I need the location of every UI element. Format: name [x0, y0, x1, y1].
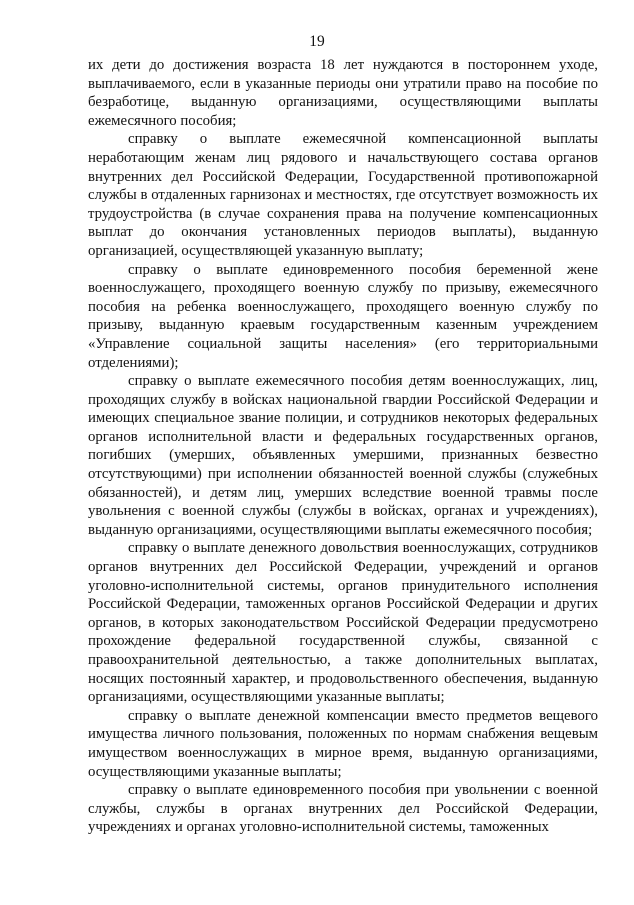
paragraph-clothing-compensation-certificate: справку о выплате денежной компенсации вместо предметов вещевого имущества личного пользования, положенных по нормам снабжения вещевым имуществом военнослужащих в мирное время, выданную организациями, осуществляющими указанные выплаты; [88, 707, 598, 780]
page-number: 19 [309, 33, 325, 50]
paragraph-dismissal-benefit-certificate: справку о выплате единовременного пособия при увольнении с военной службы, службы в органах внутренних дел Российской Федерации, учреждениях и органах уголовно-исполнительной системы, таможенных [88, 782, 598, 836]
paragraph-pregnant-wife-benefit-certificate: справку о выплате единовременного пособия беременной жене военнослужащего, проходящего военную службу по призыву, ежемесячного пособия на ребенка военнослужащего, проходящего военную службу по призыву, выданную краевым государственным казенным учреждением «Управление социальной защиты населения» (его территориальными отделениями); [88, 261, 598, 371]
paragraph-monetary-allowance-certificate: справку о выплате денежного довольствия военнослужащих, сотрудников органов внутренних дел Российской Федерации, учреждений и органов уголовно-исполнительной системы, органов принудительного исполнения Российской Федерации, таможенных органов Российской Федерации и других органов, в которых законодательством Российской Федерации предусмотрено прохождение федеральной государственной службы, связанной с правоохранительной деятельностью, а также дополнительных выплатах, носящих постоянный характер, и продовольственного обеспечения, выданную организациями, осуществляющими указанные выплаты; [88, 540, 598, 706]
paragraph-spouse-compensation-certificate: справку о выплате ежемесячной компенсационной выплаты неработающим женам лиц рядового и начальствующего состава органов внутренних дел Российской Федерации, Государственной противопожарной службы в отдаленных гарнизонах и местностях, где отсутствует возможность их трудоустройства (в случае сохранения права на получение компенсационных выплат до окончания установленных периодов выплаты), выданную организацией, осуществляющей указанную выплату; [88, 131, 598, 259]
paragraph-continuation: их дети до достижения возраста 18 лет нуждаются в постороннем уходе, выплачиваемого, если в указанные периоды они утратили право на пособие по безработице, выданную организациями, осуществляющими выплаты ежемесячного пособия; [88, 57, 598, 129]
document-body [88, 56, 598, 837]
paragraph-children-monthly-benefit-certificate: справку о выплате ежемесячного пособия детям военнослужащих, лиц, проходящих службу в войсках национальной гвардии Российской Федерации и имеющих специальное звание полиции, и сотрудников некоторых федеральных органов исполнительной власти и федеральных государственных органов, погибших (умерших, объявленных умершими, признанных безвестно отсутствующими) при исполнении обязанностей военной службы (служебных обязанностей), и детям лиц, умерших вследствие военной травмы после увольнения с военной службы (службы в войсках, органах и учреждениях), выданную организациями, осуществляющими выплаты ежемесячного пособия; [88, 373, 598, 538]
